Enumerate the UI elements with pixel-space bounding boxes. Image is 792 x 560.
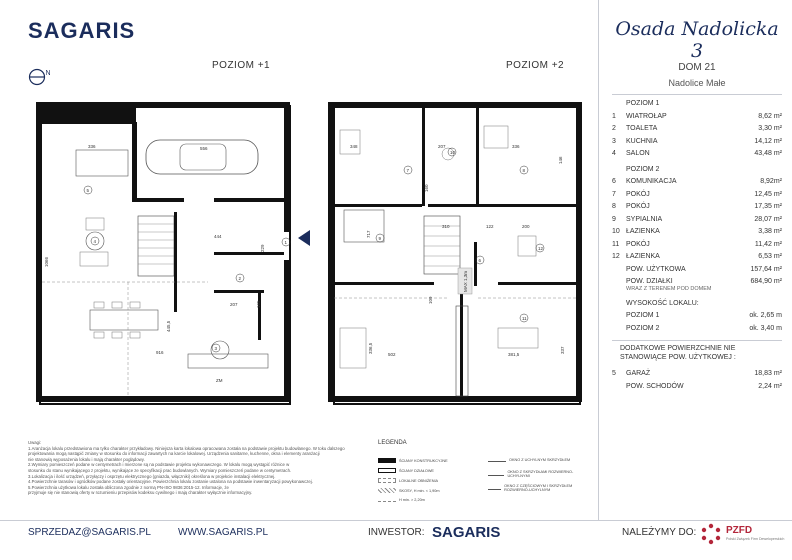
extra-header: DODATKOWE POWIERZCHNIE NIE STANOWIĄCE POW. UŻYTKOWEJ : bbox=[620, 345, 736, 361]
level2-plan bbox=[328, 102, 582, 404]
area-row bbox=[612, 323, 782, 336]
room-name: SYPIALNIA bbox=[626, 215, 663, 223]
legend-item: ŚCIANY DZIAŁOWE bbox=[378, 468, 434, 473]
svg-text:381,5: 381,5 bbox=[508, 352, 520, 357]
usable-label: POW. UŻYTKOWA bbox=[626, 265, 686, 273]
svg-text:11: 11 bbox=[522, 316, 527, 321]
room-name: POW. SCHODÓW bbox=[626, 382, 684, 390]
area-row bbox=[612, 368, 782, 381]
area-row bbox=[612, 201, 782, 214]
room-number: 1 bbox=[612, 112, 616, 120]
note-line: 3.Lokalizacja i ilość urządzeń, przyłączy i osprzętu elektrycznego (gniazda, włączniki) określona w projekcie instalacji elektrycznej. bbox=[28, 473, 276, 479]
level1-plan bbox=[36, 102, 310, 404]
legend-item: OKNO Z SKRZYDŁAMI ROZWIERNO-UCHYLNYMI bbox=[488, 470, 588, 478]
note-line: nie stanowią wyposażenia lokalu i mają charakter poglądowy. bbox=[28, 456, 145, 462]
area-row bbox=[612, 176, 782, 189]
svg-text:165: 165 bbox=[256, 300, 261, 308]
area-row bbox=[612, 239, 782, 252]
room-name: POZIOM 2 bbox=[626, 324, 660, 332]
divider bbox=[612, 94, 782, 95]
room-number: 5 bbox=[612, 370, 616, 377]
legend-item: OKNO Z CZĘŚCIOWYM I SKRZYDŁEM ROZWIERNO-UCHYLNYM bbox=[488, 484, 588, 492]
area-row bbox=[612, 189, 782, 202]
plot-note: WRAZ Z TERENEM POD DOMEM bbox=[626, 285, 712, 292]
pzfd-logo-icon bbox=[700, 522, 722, 546]
svg-text:336,5: 336,5 bbox=[368, 342, 373, 354]
room-number: 9 bbox=[612, 215, 616, 223]
room-name: POKÓJ bbox=[626, 203, 650, 210]
area-row bbox=[612, 251, 782, 264]
room-area: 43,48 m² bbox=[754, 150, 782, 157]
room-number: 6 bbox=[612, 178, 616, 185]
svg-text:1: 1 bbox=[284, 240, 288, 245]
note-line: przyjmuje się nie stanowią oferty w rozumieniu przepisów kodeksu cywilnego i mają charakter wyłącznie informacyjny. bbox=[28, 490, 253, 496]
svg-text:12: 12 bbox=[538, 246, 544, 251]
legend-item: SKOSY, H min. < 1,90m bbox=[378, 488, 440, 493]
svg-text:7: 7 bbox=[406, 168, 410, 173]
svg-text:6: 6 bbox=[478, 258, 482, 263]
legend-item: LOKALNE OBNIŻENIA bbox=[378, 478, 438, 483]
sagaris-logo: SAGARIS bbox=[28, 18, 136, 43]
room-name: POKÓJ bbox=[626, 240, 650, 248]
level2-title: POZIOM +2 bbox=[506, 60, 565, 71]
svg-text:444: 444 bbox=[214, 234, 222, 239]
room-name: KOMUNIKACJA bbox=[626, 178, 677, 185]
svg-text:N: N bbox=[45, 70, 51, 77]
room-area: 6,53 m² bbox=[758, 253, 782, 260]
area-row bbox=[612, 214, 782, 227]
svg-text:336: 336 bbox=[88, 144, 96, 149]
svg-text:3: 3 bbox=[214, 346, 218, 351]
area-row bbox=[612, 381, 782, 394]
svg-text:207: 207 bbox=[438, 144, 446, 149]
room-area: 8,62 m² bbox=[758, 112, 782, 120]
svg-text:1066: 1066 bbox=[44, 256, 49, 267]
room-area: 3,38 m² bbox=[758, 228, 782, 235]
svg-text:310: 310 bbox=[442, 224, 450, 229]
svg-text:717: 717 bbox=[366, 230, 371, 238]
note-line: 4.Powierzchnie tarasów i ogródków podane zostały orientacyjnie. Powierzchnia lokalu zostanie ustalona na podstawie inwentaryzacji powykonawczej. bbox=[28, 479, 313, 485]
room-name: TOALETA bbox=[626, 125, 658, 132]
legend-item: ŚCIANY KONSTRUKCYJNE bbox=[378, 458, 448, 463]
panel-divider bbox=[598, 0, 599, 520]
height-header: WYSOKOŚĆ LOKALU: bbox=[626, 299, 699, 307]
room-name: KUCHNIA bbox=[626, 137, 658, 145]
room-area: 2,24 m² bbox=[758, 382, 782, 390]
room-area: 11,42 m² bbox=[754, 240, 782, 248]
investor-logo: SAGARIS bbox=[432, 524, 501, 541]
investor-label: INWESTOR: bbox=[368, 527, 425, 538]
area-row bbox=[612, 111, 782, 124]
svg-text:8: 8 bbox=[522, 168, 526, 173]
svg-text:348: 348 bbox=[350, 144, 358, 149]
room-area: ok. 2,65 m bbox=[749, 312, 782, 319]
svg-text:MAX 1,3m: MAX 1,3m bbox=[463, 270, 468, 292]
room-area: ok. 3,40 m bbox=[749, 324, 782, 332]
room-name: ŁAZIENKA bbox=[626, 228, 660, 235]
house-number: DOM 21 bbox=[678, 62, 716, 73]
room-name: POZIOM 1 bbox=[626, 312, 660, 319]
note-line: 1.Aranżacja lokalu przedstawiona ma tylko charakter przykładowy. Niniejsza karta lokalowa opracowana została na podstawie projektu budowlanego. W toku dalszego bbox=[28, 445, 345, 451]
room-name: SALON bbox=[626, 150, 650, 157]
svg-text:4: 4 bbox=[93, 239, 97, 244]
svg-text:5: 5 bbox=[86, 188, 90, 193]
email-link[interactable]: SPRZEDAZ@SAGARIS.PL bbox=[28, 527, 151, 538]
area-row bbox=[612, 310, 782, 323]
area-row bbox=[612, 123, 782, 136]
legend-item: OKNO Z UCHYLNYM SKRZYDŁEM bbox=[488, 458, 570, 462]
level2-header: POZIOM 2 bbox=[626, 165, 660, 173]
svg-text:160: 160 bbox=[424, 184, 429, 192]
room-number: 12 bbox=[612, 253, 620, 260]
location: Nadolice Małe bbox=[668, 78, 726, 88]
svg-text:502: 502 bbox=[388, 352, 396, 357]
floor-plans bbox=[28, 92, 583, 410]
room-number: 8 bbox=[612, 203, 616, 210]
plot-area-row bbox=[612, 276, 782, 289]
room-number: 2 bbox=[612, 125, 616, 132]
room-area: 8,92m² bbox=[760, 178, 782, 185]
member-label: NALEŻYMY DO: bbox=[622, 527, 697, 538]
room-number: 4 bbox=[612, 150, 616, 157]
plot-label: POW. DZIAŁKI bbox=[626, 278, 673, 285]
legend-item: H min. > 2,20m bbox=[378, 498, 425, 502]
room-area: 14,12 m² bbox=[754, 137, 782, 145]
room-number: 10 bbox=[612, 228, 620, 235]
room-name: ŁAZIENKA bbox=[626, 253, 660, 260]
svg-text:916: 916 bbox=[156, 350, 164, 355]
plot-value: 684,90 m² bbox=[750, 278, 782, 285]
note-line: 2.Wymiary pomieszczeń podane w centymetrach i mierzone są na podstawie projektu wykonawczego. W lokalu mogą wystąpić różnice w bbox=[28, 462, 290, 468]
note-line: projektowania mogą nastąpić zmiany w stosunku do informacji zawartych na karcie lokalowej. Urządzenia sanitarne, kuchenne, okna i elementy aranżacji bbox=[28, 451, 320, 457]
room-area: 12,45 m² bbox=[754, 190, 782, 198]
area-row bbox=[612, 136, 782, 149]
svg-text:9: 9 bbox=[378, 236, 382, 241]
area-table bbox=[612, 98, 782, 335]
area-row bbox=[612, 226, 782, 239]
svg-text:207: 207 bbox=[230, 302, 238, 307]
level1-header: POZIOM 1 bbox=[626, 100, 660, 107]
note-line: 5.Powierzchnia użytkowa lokalu została obliczona zgodnie z normą PN-ISO 9836:2015-12. Informacje, że bbox=[28, 484, 229, 490]
svg-text:556: 556 bbox=[200, 146, 208, 151]
note-line: stosunku do stanu wynikającego z projektu, wynikające ze specyfikacji prac budowlanych. Wymiary pomieszczeń podane w centymetrach. bbox=[28, 467, 292, 473]
svg-text:2: 2 bbox=[238, 276, 242, 281]
svg-text:122: 122 bbox=[486, 224, 494, 229]
svg-text:336: 336 bbox=[512, 144, 520, 149]
room-number: 11 bbox=[612, 240, 620, 248]
room-name: WIATROŁAP bbox=[626, 112, 667, 120]
room-number: 3 bbox=[612, 137, 616, 145]
room-name: GARAŻ bbox=[626, 370, 651, 377]
north-arrow-icon bbox=[28, 66, 50, 88]
svg-text:10: 10 bbox=[450, 150, 456, 155]
level1-title: POZIOM +1 bbox=[212, 60, 271, 71]
project-title: Osada Nadolicka 3 bbox=[615, 18, 779, 62]
svg-text:337: 337 bbox=[560, 346, 565, 354]
svg-text:146: 146 bbox=[558, 156, 563, 164]
room-area: 3,30 m² bbox=[758, 125, 782, 132]
svg-text:445,5: 445,5 bbox=[166, 320, 171, 332]
website-link[interactable]: WWW.SAGARIS.PL bbox=[178, 527, 269, 538]
pzfd-logo: PZFD bbox=[726, 525, 753, 536]
extra-area-table bbox=[612, 344, 782, 393]
usable-area-row bbox=[612, 264, 782, 277]
room-area: 18,83 m² bbox=[754, 370, 782, 377]
divider bbox=[612, 340, 782, 341]
usable-value: 157,64 m² bbox=[750, 265, 782, 273]
room-area: 28,07 m² bbox=[754, 215, 782, 223]
svg-text:ZM: ZM bbox=[216, 378, 223, 383]
notes-block bbox=[28, 440, 358, 496]
svg-text:200: 200 bbox=[522, 224, 530, 229]
notes-title: Uwagi: bbox=[28, 440, 42, 445]
legend bbox=[378, 440, 588, 512]
pzfd-subtitle: Polski Związek Firm Deweloperskich bbox=[726, 537, 785, 541]
svg-text:229: 229 bbox=[260, 244, 265, 252]
legend-title: LEGENDA bbox=[378, 440, 407, 446]
room-number: 7 bbox=[612, 190, 616, 198]
room-area: 17,35 m² bbox=[754, 203, 782, 210]
room-name: POKÓJ bbox=[626, 190, 650, 198]
area-row bbox=[612, 148, 782, 161]
footer-divider bbox=[0, 520, 792, 521]
svg-text:109: 109 bbox=[428, 296, 433, 304]
